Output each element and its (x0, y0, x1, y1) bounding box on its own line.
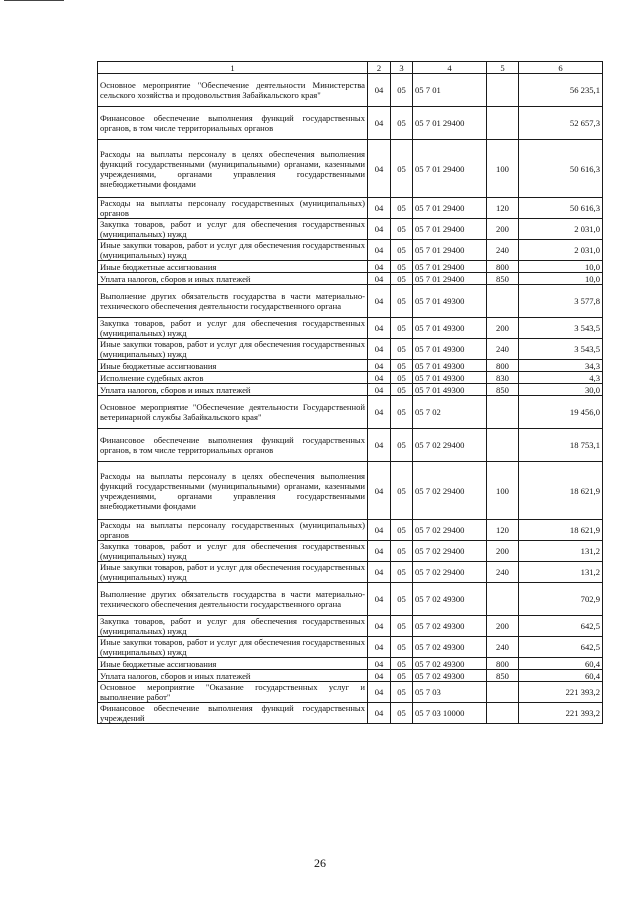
row-amount-cell: 18 621,9 (519, 462, 603, 520)
row-target-article-cell: 05 7 02 49300 (413, 658, 487, 670)
row-target-article-cell: 05 7 03 10000 (413, 703, 487, 724)
row-subsection-cell: 05 (391, 429, 413, 462)
row-subsection-cell: 05 (391, 682, 413, 703)
row-target-article-cell: 05 7 01 49300 (413, 384, 487, 396)
row-section-cell: 04 (368, 562, 391, 583)
table-row (98, 339, 603, 360)
table-row (98, 462, 603, 520)
table-row (98, 616, 603, 637)
row-section-cell: 04 (368, 261, 391, 273)
row-name-cell: Основное мероприятие "Оказание государственных услуг и выполнение работ" (98, 682, 368, 703)
table-row (98, 360, 603, 372)
top-rule (4, 0, 64, 1)
row-section-cell: 04 (368, 240, 391, 261)
row-amount-cell: 10,0 (519, 273, 603, 285)
row-subsection-cell: 05 (391, 240, 413, 261)
row-name-cell: Иные бюджетные ассигнования (98, 360, 368, 372)
row-target-article-cell: 05 7 01 29400 (413, 219, 487, 240)
row-expense-type-cell (487, 703, 519, 724)
row-target-article-cell: 05 7 01 49300 (413, 339, 487, 360)
row-section-cell: 04 (368, 219, 391, 240)
row-name-cell: Закупка товаров, работ и услуг для обеспечения государственных (муниципальных) нужд (98, 318, 368, 339)
row-amount-cell: 131,2 (519, 541, 603, 562)
row-target-article-cell: 05 7 02 29400 (413, 462, 487, 520)
row-name-cell: Иные закупки товаров, работ и услуг для обеспечения государственных (муниципальных) нужд (98, 240, 368, 261)
row-target-article-cell: 05 7 01 29400 (413, 273, 487, 285)
row-subsection-cell: 05 (391, 384, 413, 396)
table-row (98, 285, 603, 318)
row-amount-cell: 702,9 (519, 583, 603, 616)
row-target-article-cell: 05 7 01 (413, 74, 487, 107)
table-row (98, 658, 603, 670)
table-row (98, 198, 603, 219)
row-subsection-cell: 05 (391, 273, 413, 285)
row-target-article-cell: 05 7 02 29400 (413, 429, 487, 462)
row-target-article-cell: 05 7 01 29400 (413, 140, 487, 198)
row-amount-cell: 221 393,2 (519, 703, 603, 724)
row-section-cell: 04 (368, 520, 391, 541)
table-header-row (98, 62, 603, 74)
row-amount-cell: 18 621,9 (519, 520, 603, 541)
row-name-cell: Иные бюджетные ассигнования (98, 261, 368, 273)
row-section-cell: 04 (368, 107, 391, 140)
row-amount-cell: 642,5 (519, 616, 603, 637)
row-expense-type-cell: 240 (487, 339, 519, 360)
row-section-cell: 04 (368, 429, 391, 462)
row-expense-type-cell: 200 (487, 219, 519, 240)
column-header-section: 2 (368, 62, 391, 74)
row-subsection-cell: 05 (391, 462, 413, 520)
table-row (98, 562, 603, 583)
row-section-cell: 04 (368, 198, 391, 219)
row-section-cell: 04 (368, 541, 391, 562)
table-row (98, 219, 603, 240)
row-subsection-cell: 05 (391, 637, 413, 658)
row-name-cell: Уплата налогов, сборов и иных платежей (98, 670, 368, 682)
table-row (98, 429, 603, 462)
row-subsection-cell: 05 (391, 219, 413, 240)
row-amount-cell: 52 657,3 (519, 107, 603, 140)
row-subsection-cell: 05 (391, 107, 413, 140)
row-subsection-cell: 05 (391, 562, 413, 583)
row-section-cell: 04 (368, 339, 391, 360)
row-subsection-cell: 05 (391, 396, 413, 429)
row-subsection-cell: 05 (391, 140, 413, 198)
row-section-cell: 04 (368, 583, 391, 616)
table-row (98, 682, 603, 703)
row-section-cell: 04 (368, 360, 391, 372)
row-target-article-cell: 05 7 03 (413, 682, 487, 703)
row-name-cell: Основное мероприятие "Обеспечение деятельности Министерства сельского хозяйства и продовольствия Забайкальского края" (98, 74, 368, 107)
row-subsection-cell: 05 (391, 74, 413, 107)
row-name-cell: Расходы на выплаты персоналу государственных (муниципальных) органов (98, 198, 368, 219)
table-row (98, 703, 603, 724)
row-subsection-cell: 05 (391, 261, 413, 273)
row-section-cell: 04 (368, 74, 391, 107)
row-target-article-cell: 05 7 02 49300 (413, 670, 487, 682)
row-name-cell: Расходы на выплаты персоналу в целях обеспечения выполнения функций государственными (муниципальными) органами, казенными учреждениями, органами управления государственными внебюджетными фондами (98, 140, 368, 198)
row-expense-type-cell: 240 (487, 562, 519, 583)
table-row (98, 583, 603, 616)
row-expense-type-cell: 850 (487, 670, 519, 682)
row-amount-cell: 2 031,0 (519, 219, 603, 240)
row-section-cell: 04 (368, 658, 391, 670)
table-row (98, 520, 603, 541)
row-expense-type-cell: 120 (487, 198, 519, 219)
row-subsection-cell: 05 (391, 616, 413, 637)
row-name-cell: Финансовое обеспечение выполнения функций государственных органов, в том числе территориальных органов (98, 429, 368, 462)
row-name-cell: Финансовое обеспечение выполнения функций государственных органов, в том числе территориальных органов (98, 107, 368, 140)
row-expense-type-cell: 200 (487, 541, 519, 562)
row-subsection-cell: 05 (391, 318, 413, 339)
row-target-article-cell: 05 7 02 49300 (413, 616, 487, 637)
row-target-article-cell: 05 7 01 29400 (413, 261, 487, 273)
row-section-cell: 04 (368, 462, 391, 520)
row-target-article-cell: 05 7 02 49300 (413, 583, 487, 616)
row-amount-cell: 56 235,1 (519, 74, 603, 107)
row-name-cell: Уплата налогов, сборов и иных платежей (98, 273, 368, 285)
row-target-article-cell: 05 7 01 49300 (413, 372, 487, 384)
column-header-expense-type: 5 (487, 62, 519, 74)
row-subsection-cell: 05 (391, 285, 413, 318)
row-section-cell: 04 (368, 372, 391, 384)
row-subsection-cell: 05 (391, 372, 413, 384)
row-expense-type-cell (487, 583, 519, 616)
row-target-article-cell: 05 7 01 29400 (413, 240, 487, 261)
row-name-cell: Иные закупки товаров, работ и услуг для обеспечения государственных (муниципальных) нужд (98, 637, 368, 658)
row-amount-cell: 3 543,5 (519, 339, 603, 360)
row-name-cell: Иные закупки товаров, работ и услуг для обеспечения государственных (муниципальных) нужд (98, 562, 368, 583)
row-expense-type-cell (487, 396, 519, 429)
table-row (98, 74, 603, 107)
row-subsection-cell: 05 (391, 658, 413, 670)
row-target-article-cell: 05 7 01 49300 (413, 285, 487, 318)
row-name-cell: Выполнение других обязательств государства в части материально-технического обеспечения деятельности государственного органа (98, 285, 368, 318)
row-amount-cell: 34,3 (519, 360, 603, 372)
row-expense-type-cell: 100 (487, 140, 519, 198)
row-section-cell: 04 (368, 396, 391, 429)
row-expense-type-cell (487, 285, 519, 318)
table-row (98, 384, 603, 396)
row-subsection-cell: 05 (391, 360, 413, 372)
row-subsection-cell: 05 (391, 670, 413, 682)
row-amount-cell: 3 543,5 (519, 318, 603, 339)
row-amount-cell: 18 753,1 (519, 429, 603, 462)
row-target-article-cell: 05 7 02 (413, 396, 487, 429)
row-name-cell: Финансовое обеспечение выполнения функций государственных учреждений (98, 703, 368, 724)
column-header-name: 1 (98, 62, 368, 74)
row-name-cell: Расходы на выплаты персоналу в целях обеспечения выполнения функций государственными (муниципальными) органами, казенными учреждениями, органами управления государственными внебюджетными фондами (98, 462, 368, 520)
row-amount-cell: 60,4 (519, 670, 603, 682)
budget-table (97, 61, 603, 724)
row-expense-type-cell: 200 (487, 616, 519, 637)
row-section-cell: 04 (368, 682, 391, 703)
row-section-cell: 04 (368, 637, 391, 658)
row-expense-type-cell: 800 (487, 360, 519, 372)
row-section-cell: 04 (368, 140, 391, 198)
table-row (98, 140, 603, 198)
row-name-cell: Уплата налогов, сборов и иных платежей (98, 384, 368, 396)
row-target-article-cell: 05 7 02 29400 (413, 541, 487, 562)
table-row (98, 637, 603, 658)
row-name-cell: Расходы на выплаты персоналу государственных (муниципальных) органов (98, 520, 368, 541)
row-target-article-cell: 05 7 02 49300 (413, 637, 487, 658)
row-amount-cell: 19 456,0 (519, 396, 603, 429)
row-target-article-cell: 05 7 01 49300 (413, 318, 487, 339)
row-expense-type-cell: 120 (487, 520, 519, 541)
row-subsection-cell: 05 (391, 198, 413, 219)
row-amount-cell: 50 616,3 (519, 140, 603, 198)
row-amount-cell: 4,3 (519, 372, 603, 384)
row-subsection-cell: 05 (391, 339, 413, 360)
row-section-cell: 04 (368, 273, 391, 285)
row-section-cell: 04 (368, 285, 391, 318)
table-row (98, 318, 603, 339)
row-expense-type-cell: 200 (487, 318, 519, 339)
row-name-cell: Закупка товаров, работ и услуг для обеспечения государственных (муниципальных) нужд (98, 616, 368, 637)
table-row (98, 107, 603, 140)
row-amount-cell: 2 031,0 (519, 240, 603, 261)
row-subsection-cell: 05 (391, 703, 413, 724)
table-row (98, 372, 603, 384)
row-subsection-cell: 05 (391, 541, 413, 562)
table-row (98, 273, 603, 285)
row-expense-type-cell: 800 (487, 261, 519, 273)
row-section-cell: 04 (368, 318, 391, 339)
row-section-cell: 04 (368, 384, 391, 396)
row-expense-type-cell: 850 (487, 273, 519, 285)
row-target-article-cell: 05 7 01 29400 (413, 107, 487, 140)
row-amount-cell: 10,0 (519, 261, 603, 273)
table-row (98, 240, 603, 261)
table-row (98, 670, 603, 682)
row-amount-cell: 642,5 (519, 637, 603, 658)
row-name-cell: Закупка товаров, работ и услуг для обеспечения государственных (муниципальных) нужд (98, 219, 368, 240)
table-row (98, 396, 603, 429)
row-expense-type-cell: 240 (487, 240, 519, 261)
row-subsection-cell: 05 (391, 520, 413, 541)
column-header-subsection: 3 (391, 62, 413, 74)
row-name-cell: Иные закупки товаров, работ и услуг для обеспечения государственных (муниципальных) нужд (98, 339, 368, 360)
row-amount-cell: 221 393,2 (519, 682, 603, 703)
row-name-cell: Выполнение других обязательств государства в части материально-технического обеспечения деятельности государственного органа (98, 583, 368, 616)
row-amount-cell: 30,0 (519, 384, 603, 396)
row-subsection-cell: 05 (391, 583, 413, 616)
row-amount-cell: 50 616,3 (519, 198, 603, 219)
row-expense-type-cell (487, 682, 519, 703)
row-section-cell: 04 (368, 616, 391, 637)
row-amount-cell: 60,4 (519, 658, 603, 670)
row-target-article-cell: 05 7 02 29400 (413, 562, 487, 583)
row-section-cell: 04 (368, 703, 391, 724)
row-target-article-cell: 05 7 02 29400 (413, 520, 487, 541)
row-section-cell: 04 (368, 670, 391, 682)
row-expense-type-cell: 850 (487, 384, 519, 396)
table-row (98, 541, 603, 562)
row-amount-cell: 3 577,8 (519, 285, 603, 318)
row-target-article-cell: 05 7 01 49300 (413, 360, 487, 372)
row-target-article-cell: 05 7 01 29400 (413, 198, 487, 219)
row-name-cell: Иные бюджетные ассигнования (98, 658, 368, 670)
column-header-target-article: 4 (413, 62, 487, 74)
row-name-cell: Закупка товаров, работ и услуг для обеспечения государственных (муниципальных) нужд (98, 541, 368, 562)
row-amount-cell: 131,2 (519, 562, 603, 583)
table-row (98, 261, 603, 273)
page-number: 26 (314, 856, 326, 870)
row-expense-type-cell: 240 (487, 637, 519, 658)
row-expense-type-cell (487, 429, 519, 462)
row-expense-type-cell (487, 107, 519, 140)
row-expense-type-cell: 800 (487, 658, 519, 670)
row-expense-type-cell (487, 74, 519, 107)
row-expense-type-cell: 830 (487, 372, 519, 384)
row-expense-type-cell: 100 (487, 462, 519, 520)
column-header-amount: 6 (519, 62, 603, 74)
row-name-cell: Исполнение судебных актов (98, 372, 368, 384)
row-name-cell: Основное мероприятие "Обеспечение деятельности Государственной ветеринарной службы Забайкальского края" (98, 396, 368, 429)
